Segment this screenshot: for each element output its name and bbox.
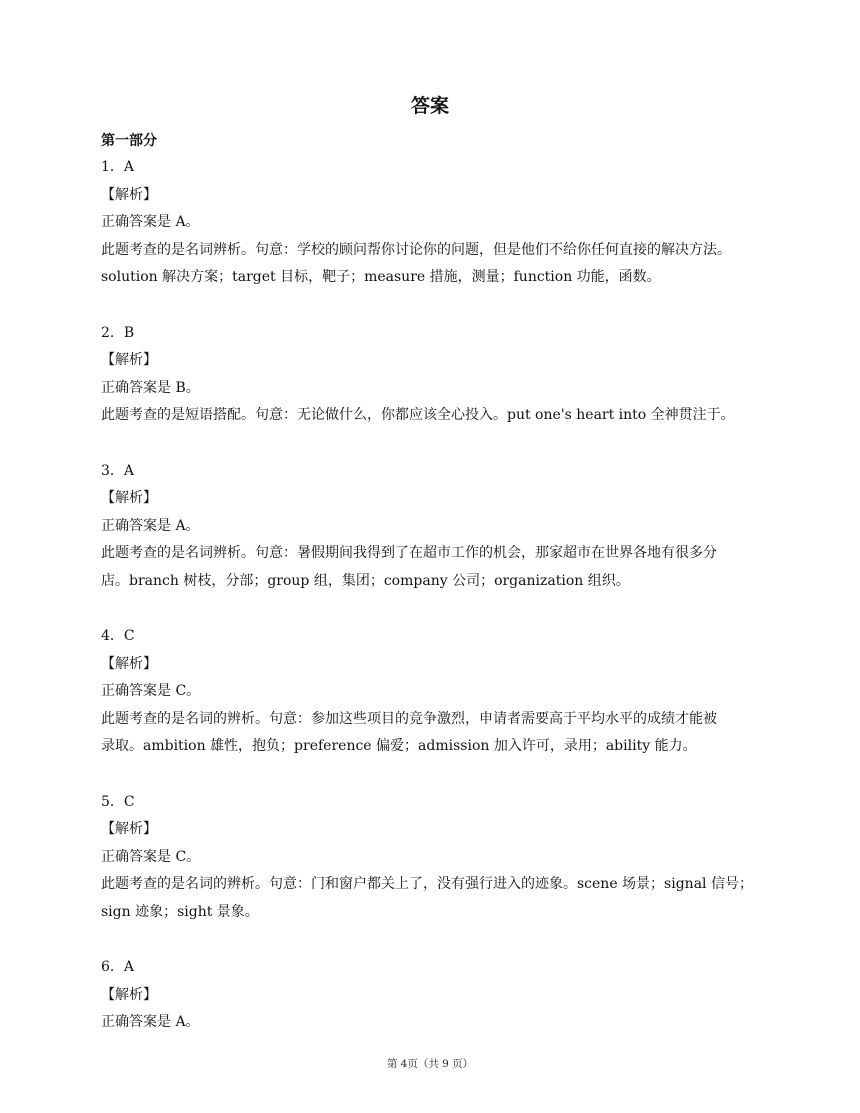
- question-number: 1．A: [101, 159, 135, 175]
- answer-content: [101, 128, 771, 1065]
- analysis-tag: 【解析】: [101, 821, 157, 837]
- correct-answer: 正确答案是 C。: [101, 683, 201, 699]
- analysis-tag: 【解析】: [101, 352, 157, 368]
- explanation-line: solution 解决方案；target 目标，靶子；measure 措施，测量；function 功能，函数。: [101, 269, 661, 285]
- explanation-line: 此题考查的是名词的辨析。句意：门和窗户都关上了，没有强行进入的迹象。scene 场景；signal 信号；: [101, 876, 753, 892]
- question-1: [101, 154, 771, 292]
- question-3: [101, 458, 771, 596]
- correct-answer: 正确答案是 A。: [101, 517, 200, 534]
- correct-answer: 正确答案是 A。: [101, 214, 200, 230]
- correct-answer: 正确答案是 B。: [101, 379, 200, 396]
- correct-answer: 正确答案是 A。: [101, 1014, 200, 1030]
- question-5: [101, 789, 771, 927]
- correct-answer: 正确答案是 C。: [101, 848, 201, 865]
- question-6: [101, 954, 771, 1037]
- explanation-line: 录取。ambition 雄性，抱负；preference 偏爱；admission 加入许可，录用；ability 能力。: [101, 738, 697, 754]
- explanation-line: 此题考查的是名词辨析。句意：暑假期间我得到了在超市工作的机会，那家超市在世界各地有很多分: [101, 545, 717, 561]
- question-number: 3．A: [101, 462, 135, 479]
- page-footer: 第 4页（共 9 页）: [386, 1058, 474, 1070]
- question-2: [101, 320, 771, 430]
- analysis-tag: 【解析】: [101, 655, 157, 672]
- explanation-line: sign 迹象；sight 景象。: [101, 903, 259, 920]
- explanation-line: 此题考查的是短语搭配。句意：无论做什么，你都应该全心投入。put one's heart into 全神贯注于。: [101, 407, 735, 423]
- explanation-line: 此题考查的是名词的辨析。句意：参加这些项目的竞争激烈，申请者需要高于平均水平的成绩才能被: [101, 710, 717, 727]
- analysis-tag: 【解析】: [101, 186, 157, 203]
- page-title: 答案: [410, 95, 449, 117]
- question-number: 4．C: [101, 628, 135, 644]
- analysis-tag: 【解析】: [101, 986, 157, 1003]
- section-heading: 第一部分: [101, 133, 157, 149]
- question-number: 6．A: [101, 959, 135, 975]
- question-number: 5．C: [101, 793, 135, 810]
- explanation-line: 此题考查的是名词辨析。句意：学校的顾问帮你讨论你的问题，但是他们不给你任何直接的解决方法。: [101, 241, 731, 258]
- explanation-line: 店。branch 树枝，分部；group 组，集团；company 公司；organization 组织。: [101, 572, 630, 589]
- question-number: 2．B: [101, 324, 135, 341]
- analysis-tag: 【解析】: [101, 490, 157, 506]
- question-4: [101, 623, 771, 761]
